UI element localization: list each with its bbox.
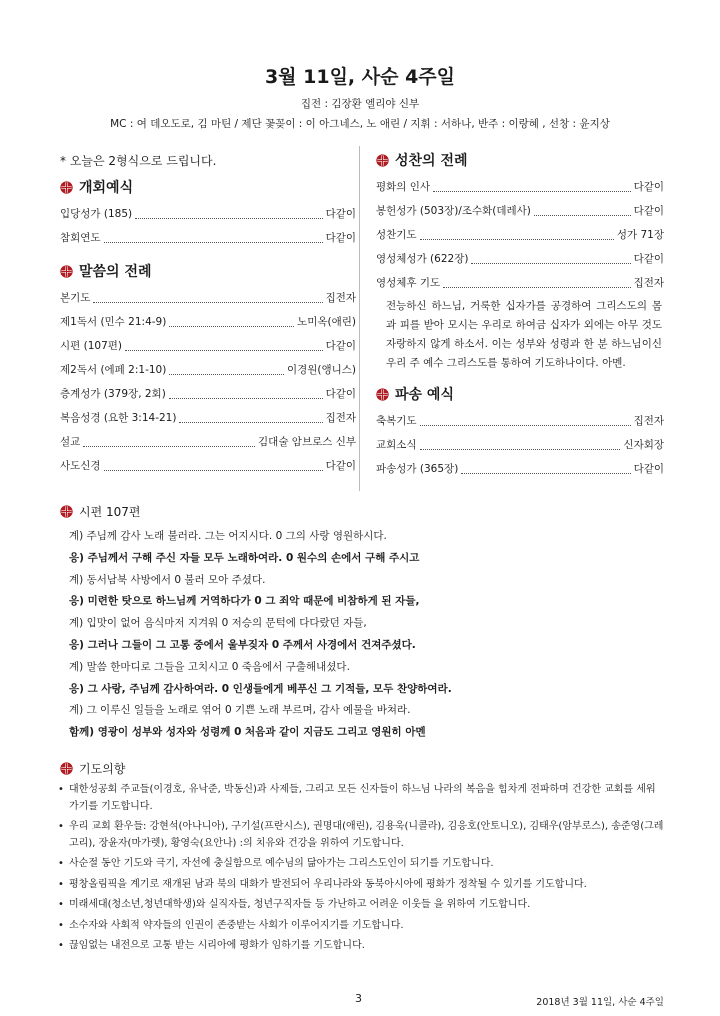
dismissal-list xyxy=(376,409,664,481)
order-item-label: 영성체후 기도 xyxy=(376,277,441,289)
psalm-line: 응) 그러나 그들이 그 고통 중에서 울부짖자 0 주께서 사경에서 건져주셨다. xyxy=(69,638,416,651)
order-item-role: 신자회장 xyxy=(623,439,664,451)
dot-leader xyxy=(104,241,323,243)
order-item-label: 교회소식 xyxy=(376,439,417,451)
section-heading-opening xyxy=(60,174,356,200)
section-heading-word xyxy=(60,258,356,284)
intention-text: 평창올림픽을 계기로 재개된 남과 북의 대화가 발전되어 우리나라와 동북아시아에 평화가 정착될 수 있기를 기도합니다. xyxy=(69,878,587,890)
psalm-heading-label: 시편 107편 xyxy=(79,505,141,519)
page-number: 3 xyxy=(355,992,362,1005)
cross-circle-icon xyxy=(60,762,73,775)
dot-leader xyxy=(125,349,323,351)
order-item-label: 제2독서 (에페 2:1-10) xyxy=(60,364,167,376)
order-item-label: 평화의 인사 xyxy=(376,181,431,193)
order-item-label: 입당성가 (185) xyxy=(60,208,133,220)
section-heading-dismissal xyxy=(376,381,664,407)
footer-date: 2018년 3월 11일, 사순 4주일 xyxy=(536,997,664,1008)
order-item-role: 이경원(앵니스) xyxy=(286,364,356,376)
bullet: • xyxy=(58,919,64,931)
psalm-text xyxy=(69,526,669,744)
intention-text: 우리 교회 환우들: 강현석(아나니아), 구기설(프란시스), 권명대(애린), 김용욱(니콜라), 김응호(안토니오), 김태우(암부로스), 송준영(그레고리), 장윤자(마가렛), 황영숙(요안나) :의 치유와 건강을 위하여 기도합니다. xyxy=(69,821,664,849)
order-item-role: 다같이 xyxy=(633,205,664,217)
psalm-line: 응) 미련한 탓으로 하느님께 거역하다가 0 그 죄악 때문에 비참하게 된 자들, xyxy=(69,595,420,608)
psalm-line: 함께) 영광이 성부와 성자와 성령께 0 처음과 같이 지금도 그리고 영원히 아멘 xyxy=(69,726,426,739)
intention-text: 사순절 동안 기도와 극기, 자선에 충실함으로 예수님의 닮아가는 그리스도인이 되기를 기도합니다. xyxy=(69,858,494,869)
order-item xyxy=(376,175,664,199)
order-item-label: 제1독서 (민수 21:4-9) xyxy=(60,316,167,328)
dot-leader xyxy=(104,469,323,471)
intention-text: 끊임없는 내전으로 고통 받는 시리아에 평화가 임하기를 기도합니다. xyxy=(69,940,365,951)
presider-line: 집전 : 김장환 엘리야 신부 xyxy=(300,98,420,110)
intention-item xyxy=(58,877,664,894)
dot-leader xyxy=(169,397,323,399)
order-item xyxy=(60,382,356,406)
column-divider xyxy=(359,146,360,491)
order-item xyxy=(376,433,664,457)
order-item-role: 다같이 xyxy=(325,388,356,400)
psalm-line: 계) 입맛이 없어 음식마저 지겨워 0 저승의 문턱에 다다랐던 자들, xyxy=(69,617,367,630)
dot-leader xyxy=(135,217,322,219)
cross-circle-icon xyxy=(376,154,389,167)
order-item-role: 노미옥(애린) xyxy=(297,316,356,328)
post-communion-prayer: 전능하신 하느님, 거룩한 십자가를 공경하여 그리스도의 몸과 피를 받아 모시는 우리로 하여금 십자가 외에는 아무 것도 자랑하지 않게 하소서. 이는 성부와 성령과 한 분 하느님이신 우리 주 예수 그리스도를 통하여 기도하나이다. 아멘. xyxy=(386,300,662,369)
intentions-heading-label: 기도의향 xyxy=(79,762,126,776)
order-item xyxy=(60,358,356,382)
bullet: • xyxy=(58,940,64,951)
order-item xyxy=(376,199,664,223)
order-item-role: 다같이 xyxy=(633,253,664,265)
ministers-line: MC : 여 데오도로, 김 마틴 / 제단 꽃꽂이 : 이 아그네스, 노 애린 / 지휘 : 서하나, 반주 : 이랑혜 , 선창 : 윤지상 xyxy=(110,118,610,130)
intention-item xyxy=(58,938,664,955)
order-item xyxy=(60,454,356,478)
word-list xyxy=(60,286,356,478)
bullet: • xyxy=(58,821,64,832)
dot-leader xyxy=(420,238,614,240)
order-item-role: 집전자 xyxy=(633,277,664,289)
dot-leader xyxy=(433,190,631,192)
order-item-label: 영성체성가 (622장) xyxy=(376,253,469,265)
psalm-line: 계) 그 이루신 일들을 노래로 엮어 0 기쁜 노래 부르며, 감사 예물을 바쳐라. xyxy=(69,704,411,717)
dot-leader xyxy=(461,472,630,474)
order-item-role: 집전자 xyxy=(325,412,356,424)
bullet: • xyxy=(58,878,64,890)
order-item-label: 봉헌성가 (503장)/조수화(데레사) xyxy=(376,205,531,217)
order-item-role: 집전자 xyxy=(325,292,356,304)
order-item-role: 다같이 xyxy=(325,460,356,472)
order-item-label: 축복기도 xyxy=(376,415,417,427)
intentions-heading xyxy=(60,760,125,777)
order-item xyxy=(376,271,664,295)
psalm-line: 계) 주님께 감사 노래 불러라. 그는 어지시다. 0 그의 사랑 영원하시다. xyxy=(69,530,387,542)
intention-item xyxy=(58,856,664,873)
intention-item xyxy=(58,782,664,815)
psalm-line: 계) 동서남북 사방에서 0 불러 모아 주셨다. xyxy=(69,573,266,586)
eucharist-list xyxy=(376,175,664,295)
psalm-heading xyxy=(60,503,141,520)
dot-leader xyxy=(169,373,284,375)
order-item xyxy=(60,202,356,226)
bullet: • xyxy=(58,899,64,910)
dot-leader xyxy=(443,286,630,288)
intention-text: 미래세대(청소년,청년대학생)와 실직자들, 청년구직자들 등 가난하고 어려운 이웃들 을 위하여 기도합니다. xyxy=(69,899,531,910)
dot-leader xyxy=(179,421,322,423)
order-item-role: 다같이 xyxy=(325,340,356,352)
section-heading-label: 개회예식 xyxy=(79,180,134,196)
intention-text: 소수자와 사회적 약자들의 인권이 존중받는 사회가 이루어지기를 기도합니다. xyxy=(69,919,404,931)
section-heading-label: 말씀의 전례 xyxy=(79,264,152,280)
order-item xyxy=(60,286,356,310)
order-item-label: 복음성경 (요한 3:14-21) xyxy=(60,412,177,424)
dot-leader xyxy=(420,448,621,450)
bullet: • xyxy=(58,858,64,869)
order-item xyxy=(376,409,664,433)
order-item-role: 다같이 xyxy=(633,463,664,475)
order-item-role: 성가 71장 xyxy=(616,229,664,241)
intention-item xyxy=(58,918,664,935)
dot-leader xyxy=(471,262,630,264)
left-column xyxy=(60,150,356,478)
order-item-label: 참회연도 xyxy=(60,232,101,244)
order-item xyxy=(60,406,356,430)
order-item-label: 본기도 xyxy=(60,292,91,304)
order-item-label: 층계성가 (379장, 2회) xyxy=(60,388,166,400)
order-item-label: 사도신경 xyxy=(60,460,101,472)
section-heading-eucharist xyxy=(376,147,664,173)
order-item-label: 파송성가 (365장) xyxy=(376,463,459,475)
intention-item xyxy=(58,897,664,914)
order-item xyxy=(376,223,664,247)
order-item-label: 성찬기도 xyxy=(376,229,417,241)
order-item xyxy=(60,430,356,454)
order-item-role: 다같이 xyxy=(325,232,356,244)
order-item-label: 시편 (107편) xyxy=(60,340,123,352)
intention-item xyxy=(58,819,664,852)
cross-circle-icon xyxy=(376,388,389,401)
section-heading-label: 성찬의 전례 xyxy=(395,153,468,169)
dot-leader xyxy=(93,301,322,303)
intention-text: 대한성공회 주교들(이경호, 유낙준, 박동신)과 사제들, 그리고 모든 신자들이 하느님 나라의 복음을 힘차게 전파하며 건강한 교회를 세워가기를 기도합니다. xyxy=(69,784,656,812)
bullet: • xyxy=(58,784,64,795)
opening-list xyxy=(60,202,356,250)
dot-leader xyxy=(83,445,255,447)
order-item-role: 다같이 xyxy=(633,181,664,193)
order-item xyxy=(60,310,356,334)
dot-leader xyxy=(534,214,631,216)
form-note: * 오늘은 2형식으로 드립니다. xyxy=(60,154,217,168)
section-heading-label: 파송 예식 xyxy=(395,387,454,403)
order-item-role: 김대술 암브로스 신부 xyxy=(258,436,356,448)
order-item-label: 설교 xyxy=(60,436,81,448)
cross-circle-icon xyxy=(60,181,73,194)
dot-leader xyxy=(420,424,631,426)
order-item-role: 다같이 xyxy=(325,208,356,220)
psalm-line: 계) 말씀 한마디로 그들을 고치시고 0 죽음에서 구출해내셨다. xyxy=(69,660,350,673)
order-item xyxy=(376,247,664,271)
order-item xyxy=(60,226,356,250)
dot-leader xyxy=(169,325,294,327)
order-item xyxy=(60,334,356,358)
right-column xyxy=(376,150,664,481)
intentions-list xyxy=(58,782,664,959)
psalm-line: 응) 그 사랑, 주님께 감사하여라. 0 인생들에게 베푸신 그 기적들, 모두 찬양하여라. xyxy=(69,682,452,695)
order-item xyxy=(376,457,664,481)
cross-circle-icon xyxy=(60,265,73,278)
cross-circle-icon xyxy=(60,505,73,518)
order-item-role: 집전자 xyxy=(633,415,664,427)
page-title: 3월 11일, 사순 4주일 xyxy=(264,66,456,88)
psalm-line: 응) 주님께서 구해 주신 자들 모두 노래하여라. 0 원수의 손에서 구해 주시고 xyxy=(69,551,420,564)
